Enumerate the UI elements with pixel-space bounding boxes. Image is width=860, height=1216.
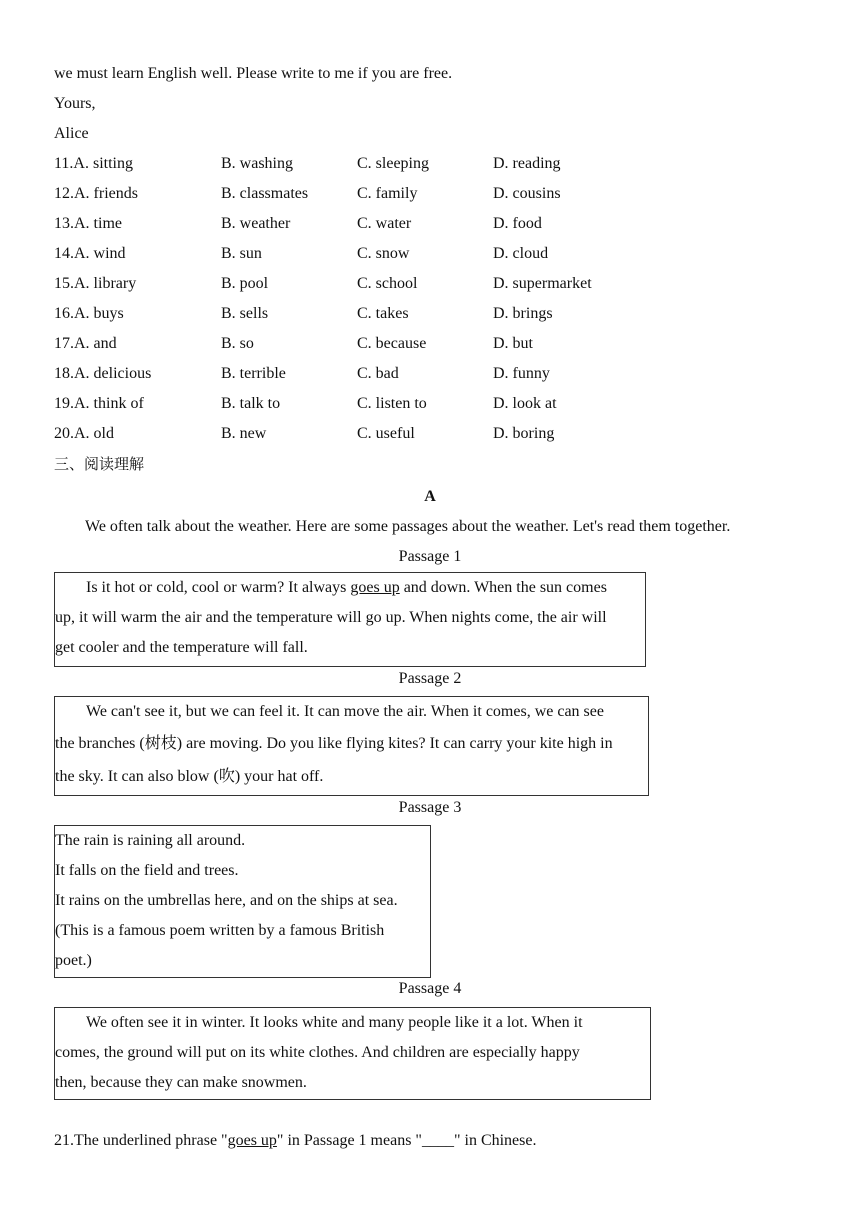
option-row (54, 274, 754, 294)
passage-line: get cooler and the temperature will fall. (55, 639, 308, 656)
letter-closing: Yours, (54, 95, 96, 112)
poem-line: (This is a famous poem written by a famous British (55, 922, 385, 939)
option-c: C. water (357, 215, 412, 232)
question-number: 20. (54, 425, 74, 442)
option-c: C. bad (357, 365, 399, 382)
option-c: C. family (357, 185, 418, 202)
passage-4-box (54, 1007, 651, 1100)
option-row (54, 394, 754, 414)
poem-line: poet.) (55, 952, 92, 969)
question-number: 13. (54, 215, 74, 232)
option-a: A. and (74, 335, 117, 352)
option-c: C. snow (357, 245, 410, 262)
passage-line: the sky. It can also blow (吹) your hat off. (55, 768, 324, 785)
part-heading: A (424, 488, 436, 505)
option-row (54, 364, 754, 384)
underlined-phrase: goes up (350, 579, 400, 596)
option-c: C. because (357, 335, 427, 352)
option-d: D. but (493, 335, 533, 352)
passage-line: up, it will warm the air and the temperature will go up. When nights come, the air will (55, 609, 607, 626)
passage-line: comes, the ground will put on its white clothes. And children are especially happy (55, 1044, 580, 1061)
passage-1-box (54, 572, 646, 667)
passage-line: Is it hot or cold, cool or warm? It always goes up and down. When the sun comes (86, 579, 607, 596)
option-row (54, 214, 754, 234)
option-a: A. old (74, 425, 114, 442)
poem-line: It falls on the field and trees. (55, 862, 239, 879)
option-d: D. food (493, 215, 542, 232)
question-21: 21.The underlined phrase "goes up" in Passage 1 means "____" in Chinese. (54, 1132, 537, 1149)
option-c: C. takes (357, 305, 409, 322)
option-b: B. washing (221, 155, 293, 172)
letter-last-line: we must learn English well. Please write to me if you are free. (54, 65, 453, 82)
option-b: B. weather (221, 215, 291, 232)
option-b: B. sun (221, 245, 262, 262)
passage-3-heading: Passage 3 (398, 799, 462, 816)
option-c: C. sleeping (357, 155, 429, 172)
option-a: A. think of (74, 395, 144, 412)
option-d: D. supermarket (493, 275, 592, 292)
option-d: D. look at (493, 395, 557, 412)
option-row (54, 184, 754, 204)
option-row (54, 424, 754, 444)
passage-2-box (54, 696, 649, 796)
passage-3-box (54, 825, 431, 978)
passage-line: the branches (树枝) are moving. Do you like flying kites? It can carry your kite high in (55, 735, 613, 752)
option-d: D. cousins (493, 185, 561, 202)
option-d: D. brings (493, 305, 553, 322)
option-row (54, 304, 754, 324)
question-number: 14. (54, 245, 74, 262)
option-c: C. school (357, 275, 418, 292)
option-b: B. sells (221, 305, 269, 322)
poem-line: The rain is raining all around. (55, 832, 246, 849)
passage-2-heading: Passage 2 (398, 670, 462, 687)
option-d: D. boring (493, 425, 555, 442)
option-b: B. classmates (221, 185, 309, 202)
passage-line: We often see it in winter. It looks white and many people like it a lot. When it (86, 1014, 583, 1031)
question-number: 18. (54, 365, 74, 382)
option-row (54, 154, 754, 174)
option-b: B. so (221, 335, 254, 352)
option-a: A. buys (74, 305, 124, 322)
option-c: C. listen to (357, 395, 427, 412)
passage-4-heading: Passage 4 (398, 980, 462, 997)
question-number: 12. (54, 185, 74, 202)
passage-line: then, because they can make snowmen. (55, 1074, 307, 1091)
question-number: 17. (54, 335, 74, 352)
option-a: A. friends (74, 185, 138, 202)
intro-text: We often talk about the weather. Here are some passages about the weather. Let's read them together. (85, 518, 731, 535)
underlined-phrase: goes up (227, 1132, 277, 1149)
option-c: C. useful (357, 425, 415, 442)
question-number: 11. (54, 155, 74, 172)
question-number: 19. (54, 395, 74, 412)
passage-line: We can't see it, but we can feel it. It can move the air. When it comes, we can see (86, 703, 604, 720)
poem-line: It rains on the umbrellas here, and on the ships at sea. (55, 892, 398, 909)
option-row (54, 244, 754, 264)
option-a: A. library (74, 275, 137, 292)
passage-1-heading: Passage 1 (398, 548, 462, 565)
option-d: D. reading (493, 155, 561, 172)
option-b: B. terrible (221, 365, 286, 382)
question-number: 15. (54, 275, 74, 292)
option-a: A. sitting (73, 155, 133, 172)
option-d: D. cloud (493, 245, 549, 262)
option-b: B. pool (221, 275, 269, 292)
option-a: A. delicious (74, 365, 152, 382)
option-a: A. time (74, 215, 122, 232)
option-b: B. new (221, 425, 267, 442)
option-a: A. wind (74, 245, 126, 262)
option-row (54, 334, 754, 354)
question-number: 16. (54, 305, 74, 322)
option-d: D. funny (493, 365, 550, 382)
option-b: B. talk to (221, 395, 281, 412)
section-title: 三、阅读理解 (54, 455, 145, 473)
letter-signature: Alice (54, 125, 89, 142)
